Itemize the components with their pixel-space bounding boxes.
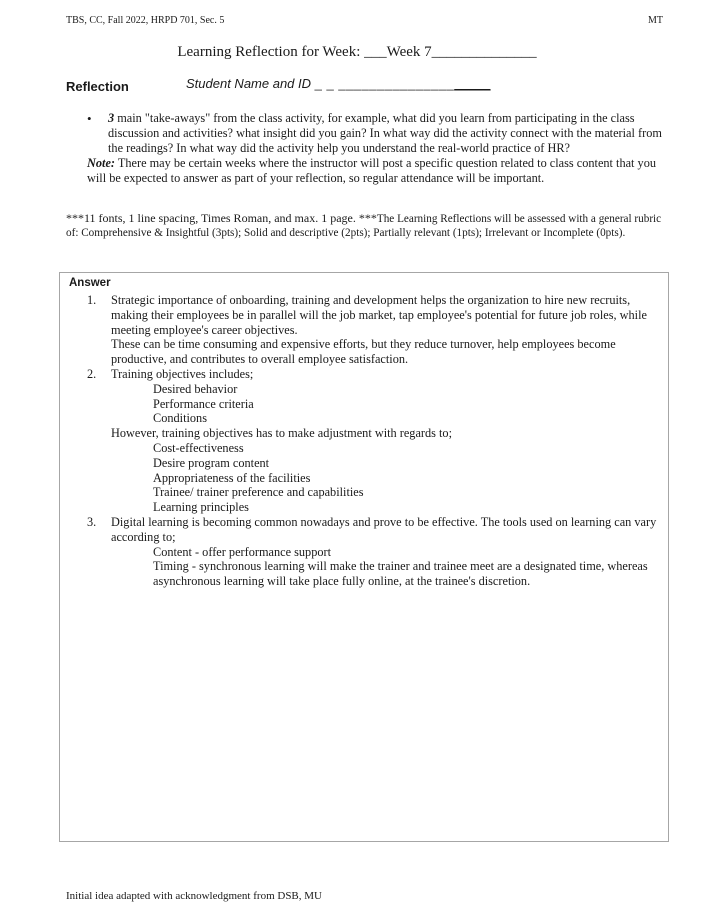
answer-label: Answer: [69, 277, 111, 289]
item-paragraph: These can be time consuming and expensive efforts, but they reduce turnover, help employees become productive, and contributes to overall employee satisfaction.: [111, 337, 616, 367]
item-number: 3.: [87, 514, 97, 529]
item-number: 1.: [87, 293, 97, 307]
takeaway-count: 3: [108, 111, 115, 125]
sub-item: Cost-effectiveness: [153, 440, 244, 455]
answer-body: [87, 293, 662, 589]
header-initials: MT: [648, 15, 663, 26]
rubric-format-rules: ***11 fonts, 1 line spacing, Times Roman, and max. 1 page. ***: [66, 211, 377, 225]
instruction-bullet: [87, 111, 677, 156]
rubric-text: The Learning Reflections will be assessed with a general rubric of: Comprehensive & Insightful (3pts); Solid and descriptive (2pts); Partially relevant (1pts); Irrelevant or Incomplete (0pts).: [66, 213, 662, 239]
footer-acknowledgment: Initial idea adapted with acknowledgment from DSB, MU: [66, 890, 322, 902]
instructions: [87, 111, 677, 186]
student-name-label: Student Name and ID: [186, 76, 312, 91]
sub-item: Content - offer performance support: [153, 544, 332, 559]
note-label: Note:: [87, 156, 115, 170]
sub-item: Timing - synchronous learning will make the trainer and trainee meet are a designated time, whereas asynchronous learning will take place fully online, at the trainee's discretion.: [153, 559, 648, 589]
answer-item: [87, 293, 662, 367]
sub-item: Desire program content: [153, 455, 270, 470]
rubric: [66, 211, 674, 240]
header-course-info: TBS, CC, Fall 2022, HRPD 701, Sec. 5: [66, 15, 225, 26]
sub-item: Learning principles: [153, 500, 249, 515]
student-name-field: [186, 76, 490, 91]
instruction-text: main "take-aways" from the class activity, for example, what did you learn from participating in the class discussion and activities? what insight did you gain? In what way did the activity connect with the material from the readings? In what way did the activity help you understand the real-world practice of HR?: [108, 111, 662, 155]
instruction-note: [87, 156, 677, 186]
sub-item: Trainee/ trainer preference and capabilities: [153, 485, 364, 500]
student-name-underline: _____: [454, 76, 491, 91]
item-paragraph: However, training objectives has to make adjustment with regards to;: [111, 426, 452, 441]
page-title: Learning Reflection for Week: ___Week 7______________: [177, 44, 537, 60]
answer-item: [87, 367, 662, 515]
sub-item: Performance criteria: [153, 396, 254, 411]
item-paragraph: Strategic importance of onboarding, training and development helps the organization to hire new recruits, making their employees be in parallel will the job market, tap employee's potential for future job roles, while meeting employee's career objectives.: [111, 293, 647, 337]
sub-item: Desired behavior: [153, 381, 238, 396]
reflection-label: Reflection: [66, 79, 129, 94]
sub-item: Conditions: [153, 411, 207, 426]
item-intro: Training objectives includes;: [111, 366, 254, 381]
bullet-icon: •: [87, 111, 92, 126]
student-name-blank: _ _ _______________: [314, 76, 455, 91]
item-intro: Digital learning is becoming common nowadays and prove to be effective. The tools used on learning can vary according to;: [111, 514, 657, 544]
answer-item: [87, 515, 662, 589]
item-number: 2.: [87, 366, 97, 381]
sub-item: Appropriateness of the facilities: [153, 470, 311, 485]
note-text: There may be certain weeks where the instructor will post a specific question related to class content that you will be expected to answer as part of your reflection, so regular attendance will be important.: [87, 156, 656, 185]
